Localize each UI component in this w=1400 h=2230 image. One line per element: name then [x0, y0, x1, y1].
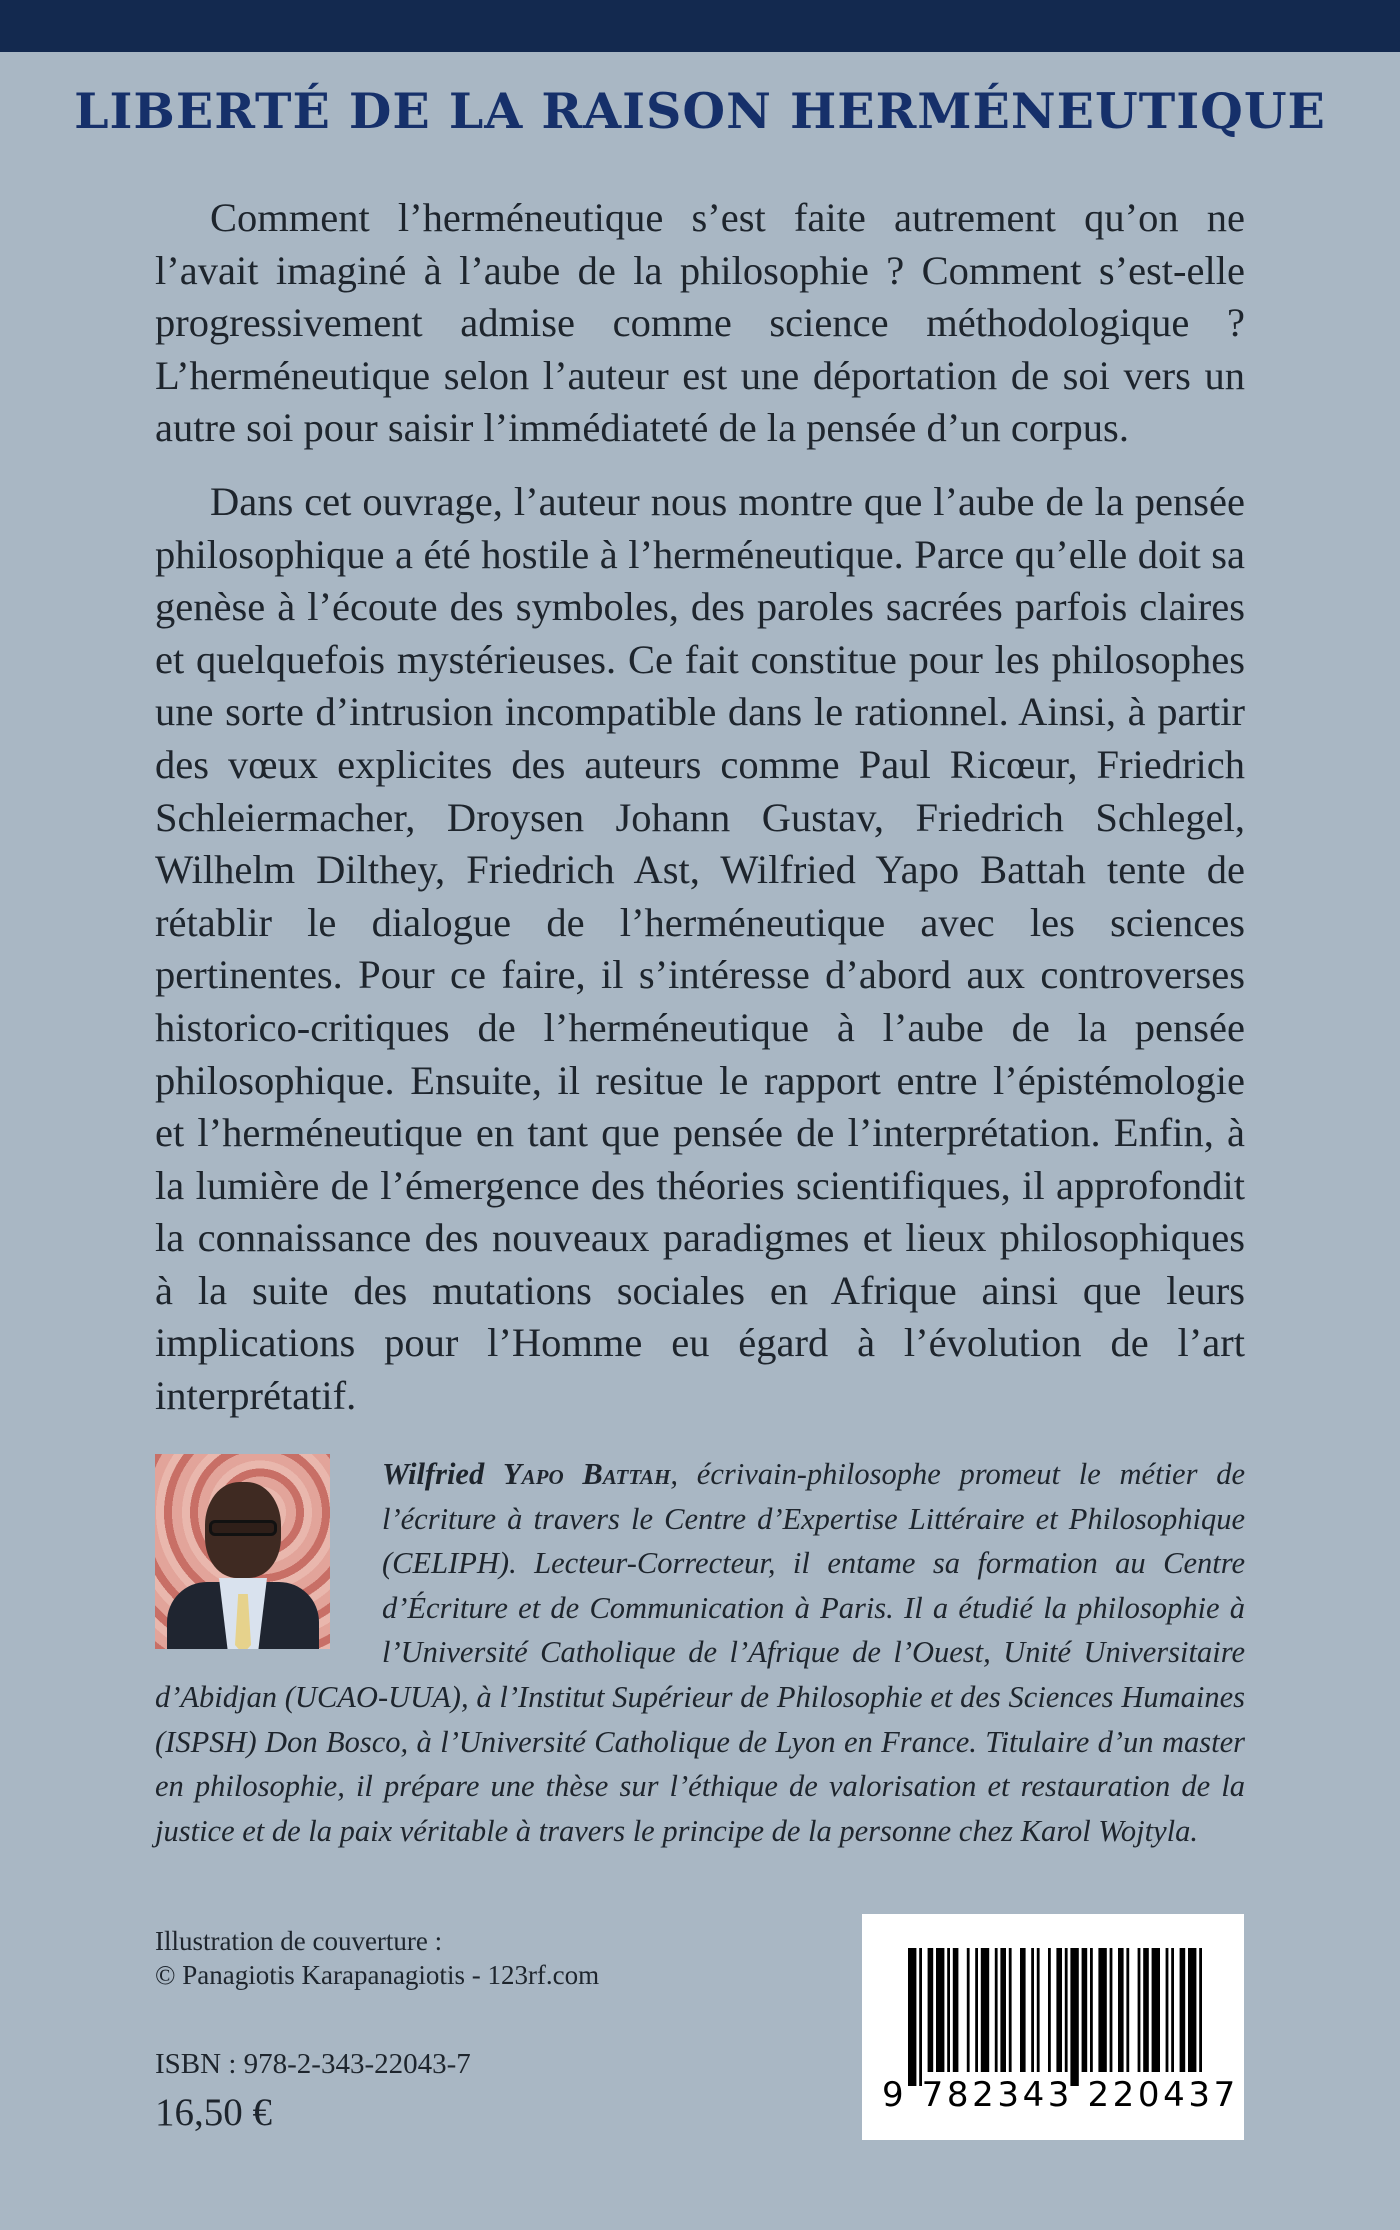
- author-bio-text: , écrivain-philosophe promeut le métier de l’écriture à travers le Centre d’Expertise Littéraire et Philosophique (CELIPH). Lecteur-Correcteur, il entame sa formation au Centre d’Écriture et de Communication à Paris. Il a étudié la philosophie à l’Université Catholique de l’Afrique de l’Ouest, Unité Universitaire d’Abidjan (UCAO-UUA), à l’Institut Supérieur de Philosophie et des Sciences Humaines (ISPSH) Don Bosco, à l’Université Catholique de Lyon en France. Titulaire d’un master en philosophie, il prépare une thèse sur l’éthique de valorisation et restauration de la justice et de la paix véritable à travers le principe de la personne chez Karol Wojtyla.: [155, 1457, 1245, 1848]
- blurb-paragraph-2: Dans cet ouvrage, l’auteur nous montre que l’aube de la pensée philosophique a été hostile à l’herméneutique. Parce qu’elle doit sa genèse à l’écoute des symboles, des paroles sacrées parfois claires et quelquefois mystérieuses. Ce fait constitue pour les philosophes une sorte d’intrusion incompatible dans le rationnel. Ainsi, à partir des vœux explicites des auteurs comme Paul Ricœur, Friedrich Schleiermacher, Droysen Johann Gustav, Friedrich Schlegel, Wilhelm Dilthey, Friedrich Ast, Wilfried Yapo Battah tente de rétablir le dialogue de l’herméneutique avec les sciences pertinentes. Pour ce faire, il s’intéresse d’abord aux controverses historico-critiques de l’herméneutique à l’aube de la pensée philosophique. Ensuite, il resitue le rapport entre l’épistémologie et l’herméneutique en tant que pensée de l’interprétation. Enfin, à la lumière de l’émergence des théories scientifiques, il approfondit la connaissance des nouveaux paradigmes et lieux philosophiques à la suite des mutations sociales en Afrique ainsi que leurs implications pour l’Homme eu égard à l’évolution de l’art interprétatif.: [155, 478, 1245, 1419]
- credit-source: © Panagiotis Karapanagiotis - 123rf.com: [155, 1960, 600, 1990]
- illustration-credit: [155, 1924, 715, 1992]
- author-photo: [155, 1454, 330, 1649]
- blurb-paragraph-1: Comment l’herméneutique s’est faite autrement qu’on ne l’avait imaginé à l’aube de la philosophie ? Comment s’est-elle progressivement admise comme science méthodologique ? L’herméneutique selon l’auteur est une déportation de soi vers un autre soi pour saisir l’immédiateté de la pensée d’un corpus.: [155, 195, 1245, 451]
- author-first-name: Wilfried: [382, 1457, 503, 1491]
- top-color-band: [0, 0, 1400, 52]
- back-cover-blurb: [155, 192, 1245, 1423]
- book-title: LIBERTÉ DE LA RAISON HERMÉNEUTIQUE: [74, 82, 1326, 140]
- author-bio: [155, 1452, 1245, 1853]
- author-last-name: Yapo Battah: [502, 1457, 671, 1491]
- barcode: [862, 1914, 1244, 2140]
- credit-label: Illustration de couverture :: [155, 1926, 443, 1956]
- isbn-text: ISBN : 978-2-343-22043-7: [155, 2048, 471, 2080]
- barcode-digits: 9 782343 220437: [882, 2075, 1239, 2115]
- price-text: 16,50 €: [155, 2091, 272, 2134]
